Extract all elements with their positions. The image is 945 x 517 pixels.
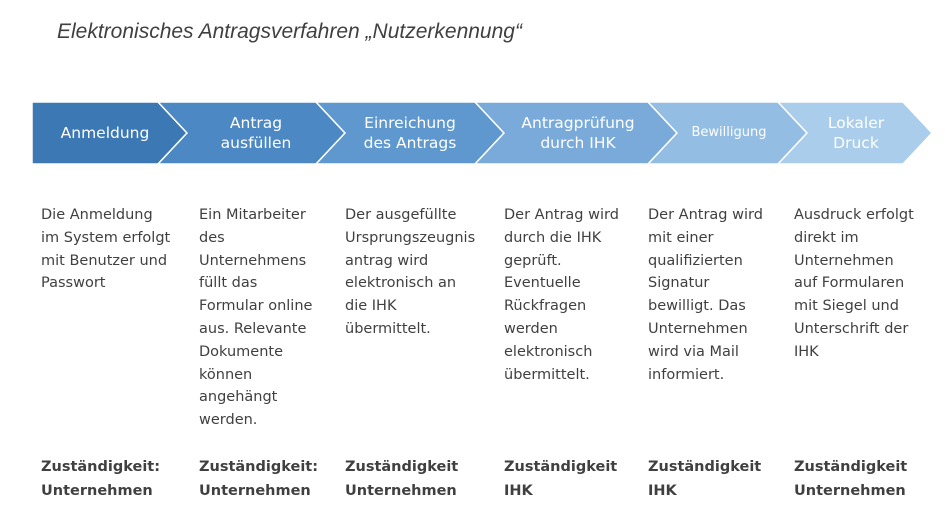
step-responsibility-6: Zuständigkeit Unternehmen [794, 459, 908, 499]
step-description-2: Ein Mitarbeiter des Unternehmens füllt das Formular online aus. Relevante Dokumente können angehängt werden. [199, 207, 313, 429]
step-label-antragpruefung: Antragprüfung durch IHK [521, 114, 635, 152]
step-description-5: Der Antrag wird mit einer qualifizierten Signatur bewilligt. Das Unternehmen wird via Mail informiert. [648, 207, 763, 383]
step-label-bewilligung: Bewilligung [691, 125, 767, 140]
step-responsibility-2: Zuständigkeit: Unternehmen [199, 459, 319, 499]
step-responsibility-1: Zuständigkeit: Unternehmen [41, 459, 161, 499]
step-responsibility-5: Zuständigkeit IHK [648, 459, 762, 499]
step-description-1: Die Anmeldung im System erfolgt mit Benutzer und Passwort [41, 207, 171, 292]
step-responsibility-4: Zuständigkeit IHK [504, 459, 618, 499]
step-label-antrag-ausfuellen: Antrag ausfüllen [220, 114, 292, 152]
step-label-anmeldung: Anmeldung [60, 124, 150, 142]
step-label-lokaler-druck: Lokaler Druck [827, 114, 885, 152]
step-description-4: Der Antrag wird durch die IHK geprüft. Eventuelle Rückfragen werden elektronisch übermittelt. [504, 207, 619, 383]
page-title: Elektronisches Antragsverfahren „Nutzerkennung“ [57, 20, 522, 43]
step-responsibility-3: Zuständigkeit Unternehmen [345, 459, 459, 499]
step-description-3: Der ausgefüllte Ursprungszeugnis antrag wird elektronisch an die IHK übermittelt. [345, 207, 476, 337]
step-description-6: Ausdruck erfolgt direkt im Unternehmen auf Formularen mit Siegel und Unterschrift der IHK [794, 207, 914, 360]
step-label-einreichung: Einreichung des Antrags [363, 114, 457, 152]
process-chevrons [0, 0, 945, 200]
